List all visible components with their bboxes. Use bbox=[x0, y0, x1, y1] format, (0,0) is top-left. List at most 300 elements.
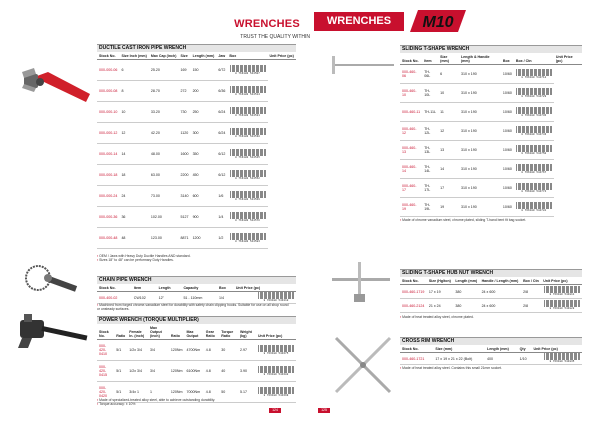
barcode-number: 8 766180 544569 bbox=[235, 197, 260, 201]
cross-header-0: Stock No. bbox=[400, 346, 433, 353]
table-row bbox=[400, 103, 582, 122]
cell: 2/8 bbox=[521, 285, 541, 299]
cell: 6/24 bbox=[216, 102, 227, 123]
barcode bbox=[514, 84, 554, 103]
stock-number: 000-420-0420 bbox=[97, 382, 114, 403]
cell: 5/1 bbox=[114, 361, 127, 382]
barcode-icon bbox=[258, 292, 294, 299]
barcode-number: 8 766180 544743 bbox=[521, 132, 547, 136]
cell: 1/6 bbox=[216, 186, 227, 207]
cell: 6/24 bbox=[216, 123, 227, 144]
table-row bbox=[97, 186, 296, 207]
cell: TH-14L bbox=[422, 160, 438, 179]
cross-rim-wrench-icon bbox=[330, 332, 396, 398]
cell: 1/4 bbox=[217, 292, 234, 304]
cell: CW102 bbox=[132, 292, 157, 304]
barcode-icon bbox=[258, 345, 294, 352]
cell: 10/60 bbox=[501, 84, 514, 103]
cell: 900 bbox=[191, 207, 217, 228]
cell: 10/60 bbox=[501, 65, 514, 84]
cell: 300 bbox=[191, 123, 217, 144]
cell: 4.8 bbox=[204, 382, 220, 403]
cell: 8 bbox=[119, 81, 148, 102]
barcode-number: 8 766180 543210 bbox=[263, 299, 289, 302]
cell: TH-17L bbox=[422, 179, 438, 198]
barcode-icon bbox=[544, 353, 580, 360]
power-header-6: Gear Ratio bbox=[204, 325, 220, 340]
table-row bbox=[97, 340, 296, 361]
cell: TH-11L bbox=[422, 103, 438, 122]
left-page-number: 124 bbox=[269, 408, 281, 413]
pipe-wrench-section-title: DUCTILE CAST IRON PIPE WRENCH bbox=[97, 44, 296, 52]
barcode bbox=[227, 102, 267, 123]
barcode-number: 8 766180 544514 bbox=[235, 92, 260, 96]
cell: 310 x 190 bbox=[459, 84, 501, 103]
sliding-note-1: Made of chrome vanadium steel, chrome plated, sliding T-hand bent fit bag socket. bbox=[402, 218, 527, 222]
stock-number: 000-460-19 bbox=[400, 198, 422, 217]
stock-number: 000-460-1721 bbox=[400, 353, 433, 365]
barcode-icon bbox=[516, 183, 552, 190]
barcode-icon bbox=[230, 191, 266, 198]
cell: 10 bbox=[119, 102, 148, 123]
sliding-t-wrench-icon bbox=[328, 54, 398, 76]
barcode-number: 8 766180 544682 bbox=[263, 372, 289, 376]
sliding-t-table bbox=[400, 54, 582, 217]
cell: 48 bbox=[119, 228, 148, 249]
cell: 150 bbox=[191, 60, 217, 81]
barcode bbox=[256, 361, 296, 382]
cell: 120Nm bbox=[169, 361, 185, 382]
pipe-header-3: Size bbox=[179, 53, 191, 60]
cell: 13 bbox=[438, 141, 459, 160]
cross-header-1: Size (mm) bbox=[433, 346, 485, 353]
cell: 3/4 bbox=[148, 340, 169, 361]
hub-nut-table bbox=[400, 278, 582, 313]
table-row bbox=[400, 353, 582, 365]
barcode-number: 8 766180 544545 bbox=[235, 155, 260, 159]
power-note-2: Torque accuracy: ± 10% bbox=[99, 402, 136, 407]
hub-nut-notes: ▪ Made of heat treated alloy steel, chrome plated. bbox=[400, 315, 474, 319]
stock-number: 000-000-08 bbox=[97, 81, 119, 102]
stock-number: 000-000-06 bbox=[97, 60, 119, 81]
stock-number: 000-460-11 bbox=[400, 103, 422, 122]
cell: 120Nm bbox=[169, 340, 185, 361]
cell: 200 bbox=[191, 81, 217, 102]
cell: 42.20 bbox=[149, 123, 179, 144]
hub-header-1: Size (Hg/ton) bbox=[427, 278, 453, 285]
chain-wrench-table bbox=[97, 285, 296, 304]
barcode bbox=[227, 207, 267, 228]
cell: 380 bbox=[453, 299, 479, 313]
pipe-header-7: Unit Price (pc) bbox=[268, 53, 297, 60]
cell: 7000Nm bbox=[185, 382, 204, 403]
cell: 17 x 19 x 21 x 22 (Bolt) bbox=[433, 353, 485, 365]
barcode bbox=[514, 103, 554, 122]
chain-header-4: Box bbox=[217, 285, 234, 292]
power-header-9: Unit Price (pc) bbox=[256, 325, 296, 340]
table-row bbox=[400, 285, 582, 299]
cell: 310 x 190 bbox=[459, 103, 501, 122]
barcode-number: 8 766180 544729 bbox=[521, 94, 547, 98]
hub-nut-section-title: SLIDING T-SHAPE HUB NUT WRENCH bbox=[400, 269, 582, 277]
cell: 14 bbox=[438, 160, 459, 179]
cross-rim-section-title: CROSS RIM WRENCH bbox=[400, 337, 582, 345]
cell: 380 bbox=[453, 285, 479, 299]
sliding-t-section-title: SLIDING T-SHAPE WRENCH bbox=[400, 45, 582, 53]
cell: 40 bbox=[219, 361, 238, 382]
barcode-number: 8 766180 544583 bbox=[235, 239, 260, 243]
cross-note-1: Made of heat treated alloy steel. Contains this small 21mm socket. bbox=[402, 366, 502, 370]
barcode bbox=[541, 299, 582, 313]
table-row bbox=[97, 361, 296, 382]
cell: 102.00 bbox=[149, 207, 179, 228]
barcode-icon bbox=[230, 107, 266, 114]
cell: 10/60 bbox=[501, 141, 514, 160]
barcode bbox=[227, 123, 267, 144]
barcode-number: 8 766180 544507 bbox=[235, 71, 260, 75]
hub-note-1: Made of heat treated alloy steel, chrome plated. bbox=[402, 315, 474, 319]
cell: 3/4 bbox=[148, 361, 169, 382]
hub-header-5: Unit Price (pc) bbox=[541, 278, 582, 285]
chain-header-3: Capacity bbox=[181, 285, 217, 292]
barcode-icon bbox=[516, 107, 552, 114]
cross-header-2: Length (mm) bbox=[485, 346, 518, 353]
power-header-7: Torque Ratio bbox=[219, 325, 238, 340]
cell: 310 x 190 bbox=[459, 122, 501, 141]
barcode-icon bbox=[516, 69, 552, 76]
stock-number: 000-000-14 bbox=[97, 144, 119, 165]
stock-number: 000-000-24 bbox=[97, 186, 119, 207]
pipe-wrench-notes: ▪ OEM / Jaws with Heavy Duty Ductile Handles AND standard. ▪ Sizes 18" to 48" can be performary Duty Handles. bbox=[97, 254, 191, 263]
barcode-icon bbox=[230, 233, 266, 240]
cell: 1120 bbox=[179, 123, 191, 144]
cell: 10/60 bbox=[501, 103, 514, 122]
stock-number: 000-460-13 bbox=[400, 141, 422, 160]
cell: 24 x 600 bbox=[480, 299, 522, 313]
barcode bbox=[514, 160, 554, 179]
chain-wrench-icon bbox=[22, 258, 82, 298]
power-header-8: Weight (kg) bbox=[238, 325, 256, 340]
table-row bbox=[400, 160, 582, 179]
stock-number: 000-460-17 bbox=[400, 179, 422, 198]
barcode-number: 8 766180 544538 bbox=[235, 134, 260, 138]
table-row bbox=[97, 123, 296, 144]
table-row bbox=[97, 144, 296, 165]
right-page-number: 125 bbox=[318, 408, 330, 413]
cell: 30 bbox=[219, 340, 238, 361]
cell: 19 bbox=[438, 198, 459, 217]
cell: 4700Nm bbox=[185, 340, 204, 361]
stock-number: 000-460-1719 bbox=[400, 285, 427, 299]
cell: 1/4 bbox=[216, 207, 227, 228]
stock-number: 000-460-06 bbox=[400, 65, 422, 84]
cell: 6/12 bbox=[216, 144, 227, 165]
hub-header-4: Box / Ctn bbox=[521, 278, 541, 285]
barcode-number: 8 766180 544699 bbox=[263, 393, 289, 397]
power-header-4: Ratio bbox=[169, 325, 185, 340]
barcode-icon bbox=[544, 286, 580, 293]
barcode-icon bbox=[544, 300, 580, 307]
barcode bbox=[531, 353, 582, 365]
sliding-header-3: Length & Handle (mm) bbox=[459, 54, 501, 65]
power-header-2: Female In. (inch) bbox=[127, 325, 148, 340]
barcode-icon bbox=[516, 202, 552, 209]
logo-text: M10 bbox=[422, 14, 454, 31]
table-row bbox=[400, 179, 582, 198]
barcode bbox=[227, 60, 267, 81]
sliding-header-2: Size (mm) bbox=[438, 54, 459, 65]
barcode-number: 8 766180 544835 bbox=[549, 360, 575, 363]
cell: 6100Nm bbox=[185, 361, 204, 382]
cell: TH-13L bbox=[422, 141, 438, 160]
stock-number: 000-000-36 bbox=[97, 207, 119, 228]
cell: 10/60 bbox=[501, 179, 514, 198]
barcode-icon bbox=[516, 164, 552, 171]
pipe-header-0: Stock No. bbox=[97, 53, 119, 60]
cell: 310 x 190 bbox=[459, 160, 501, 179]
chain-wrench-notes: ▪ Machined from forged chrome-vanadium steel for durability with safety chain clipping hooks. Suitable for use on all shop round or unsteady surfaces. bbox=[97, 303, 289, 312]
barcode-number: 8 766180 544774 bbox=[521, 189, 547, 193]
right-page-title: WRENCHES bbox=[314, 12, 404, 31]
cell: 10/60 bbox=[501, 160, 514, 179]
cell: 17 bbox=[438, 179, 459, 198]
cell: 21 x 24 bbox=[427, 299, 453, 313]
cell: 10 bbox=[438, 84, 459, 103]
cell: 1/2x 3/4 bbox=[127, 340, 148, 361]
barcode bbox=[227, 144, 267, 165]
cell: 310 x 190 bbox=[459, 198, 501, 217]
cell: 4.8 bbox=[204, 361, 220, 382]
cell: 3/4x 1 bbox=[127, 382, 148, 403]
barcode-number: 8 766180 544552 bbox=[235, 176, 260, 180]
cell: 272 bbox=[179, 81, 191, 102]
cell: 12" bbox=[157, 292, 182, 304]
cell: 1/10 bbox=[518, 353, 532, 365]
table-row bbox=[97, 165, 296, 186]
left-page-title: WRENCHES bbox=[232, 15, 302, 34]
barcode-number: 8 766180 544750 bbox=[521, 151, 547, 155]
cell: TH-12L bbox=[422, 122, 438, 141]
hub-header-3: Handle / Length (mm) bbox=[480, 278, 522, 285]
sliding-t-notes: ▪ Made of chrome vanadium steel, chrome plated, sliding T-hand bent fit bag socket. bbox=[400, 218, 527, 222]
pipe-note-2: Sizes 18" to 48" can be performary Duty Handles. bbox=[99, 258, 174, 263]
hub-header-0: Stock No. bbox=[400, 278, 427, 285]
table-row bbox=[400, 299, 582, 313]
table-row bbox=[97, 292, 296, 304]
cell: 310 x 190 bbox=[459, 141, 501, 160]
barcode bbox=[514, 198, 554, 217]
stock-number: 000-000-12 bbox=[97, 123, 119, 144]
m10-logo-icon bbox=[408, 8, 468, 34]
cell: 2200 bbox=[179, 165, 191, 186]
table-row bbox=[400, 141, 582, 160]
barcode-icon bbox=[230, 149, 266, 156]
barcode-icon bbox=[516, 126, 552, 133]
barcode bbox=[256, 340, 296, 361]
barcode bbox=[514, 141, 554, 160]
chain-wrench-section-title: CHAIN PIPE WRENCH bbox=[97, 276, 296, 284]
table-row bbox=[97, 228, 296, 249]
power-header-1: Ratio bbox=[114, 325, 127, 340]
barcode bbox=[227, 228, 267, 249]
stock-number: 000-460-12 bbox=[400, 122, 422, 141]
cell: 6 bbox=[119, 60, 148, 81]
barcode-icon bbox=[258, 366, 294, 373]
cell: 3.90 bbox=[238, 361, 256, 382]
hub-nut-wrench-icon bbox=[326, 258, 396, 304]
cell: 169 bbox=[179, 60, 191, 81]
cell: 63.00 bbox=[149, 165, 179, 186]
power-header-3: Max Output (inch) bbox=[148, 325, 169, 340]
table-row bbox=[400, 122, 582, 141]
cell: 1/2x 3/4 bbox=[127, 361, 148, 382]
barcode-icon bbox=[230, 128, 266, 135]
power-wrench-table bbox=[97, 325, 296, 403]
stock-number: 000-460-10 bbox=[400, 84, 422, 103]
table-row bbox=[97, 60, 296, 81]
sliding-header-4: Box bbox=[501, 54, 514, 65]
cell: 5/1 bbox=[114, 382, 127, 403]
power-wrench-section-title: POWER WRENCH (TORQUE MULTIPLIER) bbox=[97, 316, 296, 324]
cross-rim-table bbox=[400, 346, 582, 365]
cell: 1200 bbox=[191, 228, 217, 249]
cell: 28.70 bbox=[149, 81, 179, 102]
sliding-header-5: Box / Ctn bbox=[514, 54, 554, 65]
stock-number: 000-420-0410 bbox=[97, 340, 114, 361]
cell: 400 bbox=[485, 353, 518, 365]
cross-rim-notes: ▪ Made of heat treated alloy steel. Contains this small 21mm socket. bbox=[400, 366, 502, 370]
cell: 36 bbox=[119, 207, 148, 228]
barcode bbox=[227, 165, 267, 186]
cell: 25.20 bbox=[149, 60, 179, 81]
cell: 3140 bbox=[179, 186, 191, 207]
cell: 450 bbox=[191, 165, 217, 186]
cell: 2.97 bbox=[238, 340, 256, 361]
pipe-header-6: Box bbox=[227, 53, 267, 60]
cell: 14 bbox=[119, 144, 148, 165]
cell: 33.20 bbox=[149, 102, 179, 123]
barcode-number: 8 766180 544576 bbox=[235, 218, 260, 222]
cell: 8871 bbox=[179, 228, 191, 249]
table-row bbox=[97, 81, 296, 102]
barcode-icon bbox=[516, 88, 552, 95]
tagline: TRUST THE QUALITY WITHIN bbox=[240, 34, 310, 40]
chain-header-2: Length bbox=[157, 285, 182, 292]
cell: 11 bbox=[438, 103, 459, 122]
barcode-number: 8 766180 544675 bbox=[263, 351, 289, 355]
power-note-1: Made of specialized-treated alloy steel, able to achieve outstanding durability. bbox=[99, 398, 216, 402]
cell: 310 x 190 bbox=[459, 179, 501, 198]
cell: 350 bbox=[191, 144, 217, 165]
stock-number: 000-000-48 bbox=[97, 228, 119, 249]
sliding-header-6: Unit Price (pc) bbox=[554, 54, 582, 65]
cell: 12 bbox=[119, 123, 148, 144]
cell: 17 x 19 bbox=[427, 285, 453, 299]
cell: 4.8 bbox=[204, 340, 220, 361]
barcode bbox=[227, 186, 267, 207]
sliding-header-1: Item bbox=[422, 54, 438, 65]
cell: 6/12 bbox=[216, 165, 227, 186]
cell: 5/1 bbox=[114, 340, 127, 361]
cell: TH-19L bbox=[422, 198, 438, 217]
cell: 18 bbox=[119, 165, 148, 186]
cell: 5.17 bbox=[238, 382, 256, 403]
cell: 10/60 bbox=[501, 198, 514, 217]
barcode-number: 8 766180 544712 bbox=[521, 75, 547, 79]
barcode-number: 8 766180 544828 bbox=[549, 307, 575, 310]
table-row bbox=[400, 65, 582, 84]
cell: TH-10L bbox=[422, 84, 438, 103]
stock-number: 000-460-14 bbox=[400, 160, 422, 179]
power-header-0: Stock No. bbox=[97, 325, 114, 340]
power-wrench-icon bbox=[14, 300, 94, 352]
pipe-wrench-icon bbox=[18, 62, 94, 112]
barcode-number: 8 766180 544767 bbox=[521, 170, 547, 174]
power-wrench-notes: ▪ Made of specialized-treated alloy steel, able to achieve outstanding durability. ▪ Torque accuracy: ± 10% bbox=[97, 398, 216, 407]
pipe-header-4: Length (mm) bbox=[191, 53, 217, 60]
cell: 48.00 bbox=[149, 144, 179, 165]
stock-number: 000-460-2124 bbox=[400, 299, 427, 313]
stock-number: 000-400-02 bbox=[97, 292, 132, 304]
barcode-number: 8 766180 544521 bbox=[235, 113, 260, 117]
chain-note-1: Machined from forged chrome-vanadium steel for durability with safety chain clipping hooks. Suitable for use on all shop round or unsteady surfaces. bbox=[97, 303, 289, 312]
cross-header-4: Unit Price (pc) bbox=[531, 346, 582, 353]
pipe-wrench-table bbox=[97, 53, 296, 249]
chain-header-0: Stock No. bbox=[97, 285, 132, 292]
cell: 5127 bbox=[179, 207, 191, 228]
cell: 51 - 110mm bbox=[181, 292, 217, 304]
cell: 24 bbox=[119, 186, 148, 207]
barcode-icon bbox=[230, 86, 266, 93]
stock-number: 000-000-18 bbox=[97, 165, 119, 186]
cell: 730 bbox=[179, 102, 191, 123]
cell: 120Nm bbox=[169, 382, 185, 403]
chain-header-5: Unit Price (pc) bbox=[234, 285, 296, 292]
barcode bbox=[514, 179, 554, 198]
pipe-note-1: OEM / Jaws with Heavy Duty Ductile Handles AND standard. bbox=[99, 254, 191, 258]
barcode bbox=[541, 285, 582, 299]
barcode bbox=[234, 292, 296, 304]
cell: 310 x 190 bbox=[459, 65, 501, 84]
table-row bbox=[400, 84, 582, 103]
pipe-header-5: Jaw bbox=[216, 53, 227, 60]
table-row bbox=[97, 102, 296, 123]
cell: 1/2 bbox=[216, 228, 227, 249]
cell: 10/60 bbox=[501, 122, 514, 141]
barcode-number: 8 766180 544781 bbox=[521, 208, 547, 212]
chain-header-1: Item bbox=[132, 285, 157, 292]
barcode-number: 8 766180 544736 bbox=[521, 113, 547, 117]
pipe-header-1: Size Inch (mm) bbox=[119, 53, 148, 60]
stock-number: 000-000-10 bbox=[97, 102, 119, 123]
barcode bbox=[514, 65, 554, 84]
stock-number: 000-420-0415 bbox=[97, 361, 114, 382]
cell: 50 bbox=[219, 382, 238, 403]
cell: 24 x 600 bbox=[480, 285, 522, 299]
cell: TH-06L bbox=[422, 65, 438, 84]
hub-header-2: Length (mm) bbox=[453, 278, 479, 285]
barcode-icon bbox=[258, 387, 294, 394]
sliding-header-0: Stock No. bbox=[400, 54, 422, 65]
cell: 250 bbox=[191, 102, 217, 123]
cell: 6 bbox=[438, 65, 459, 84]
barcode-number: 8 766180 544811 bbox=[549, 293, 575, 296]
table-row bbox=[97, 207, 296, 228]
power-header-5: Max Output bbox=[185, 325, 204, 340]
table-row bbox=[400, 198, 582, 217]
cell: 6/36 bbox=[216, 81, 227, 102]
barcode bbox=[227, 81, 267, 102]
